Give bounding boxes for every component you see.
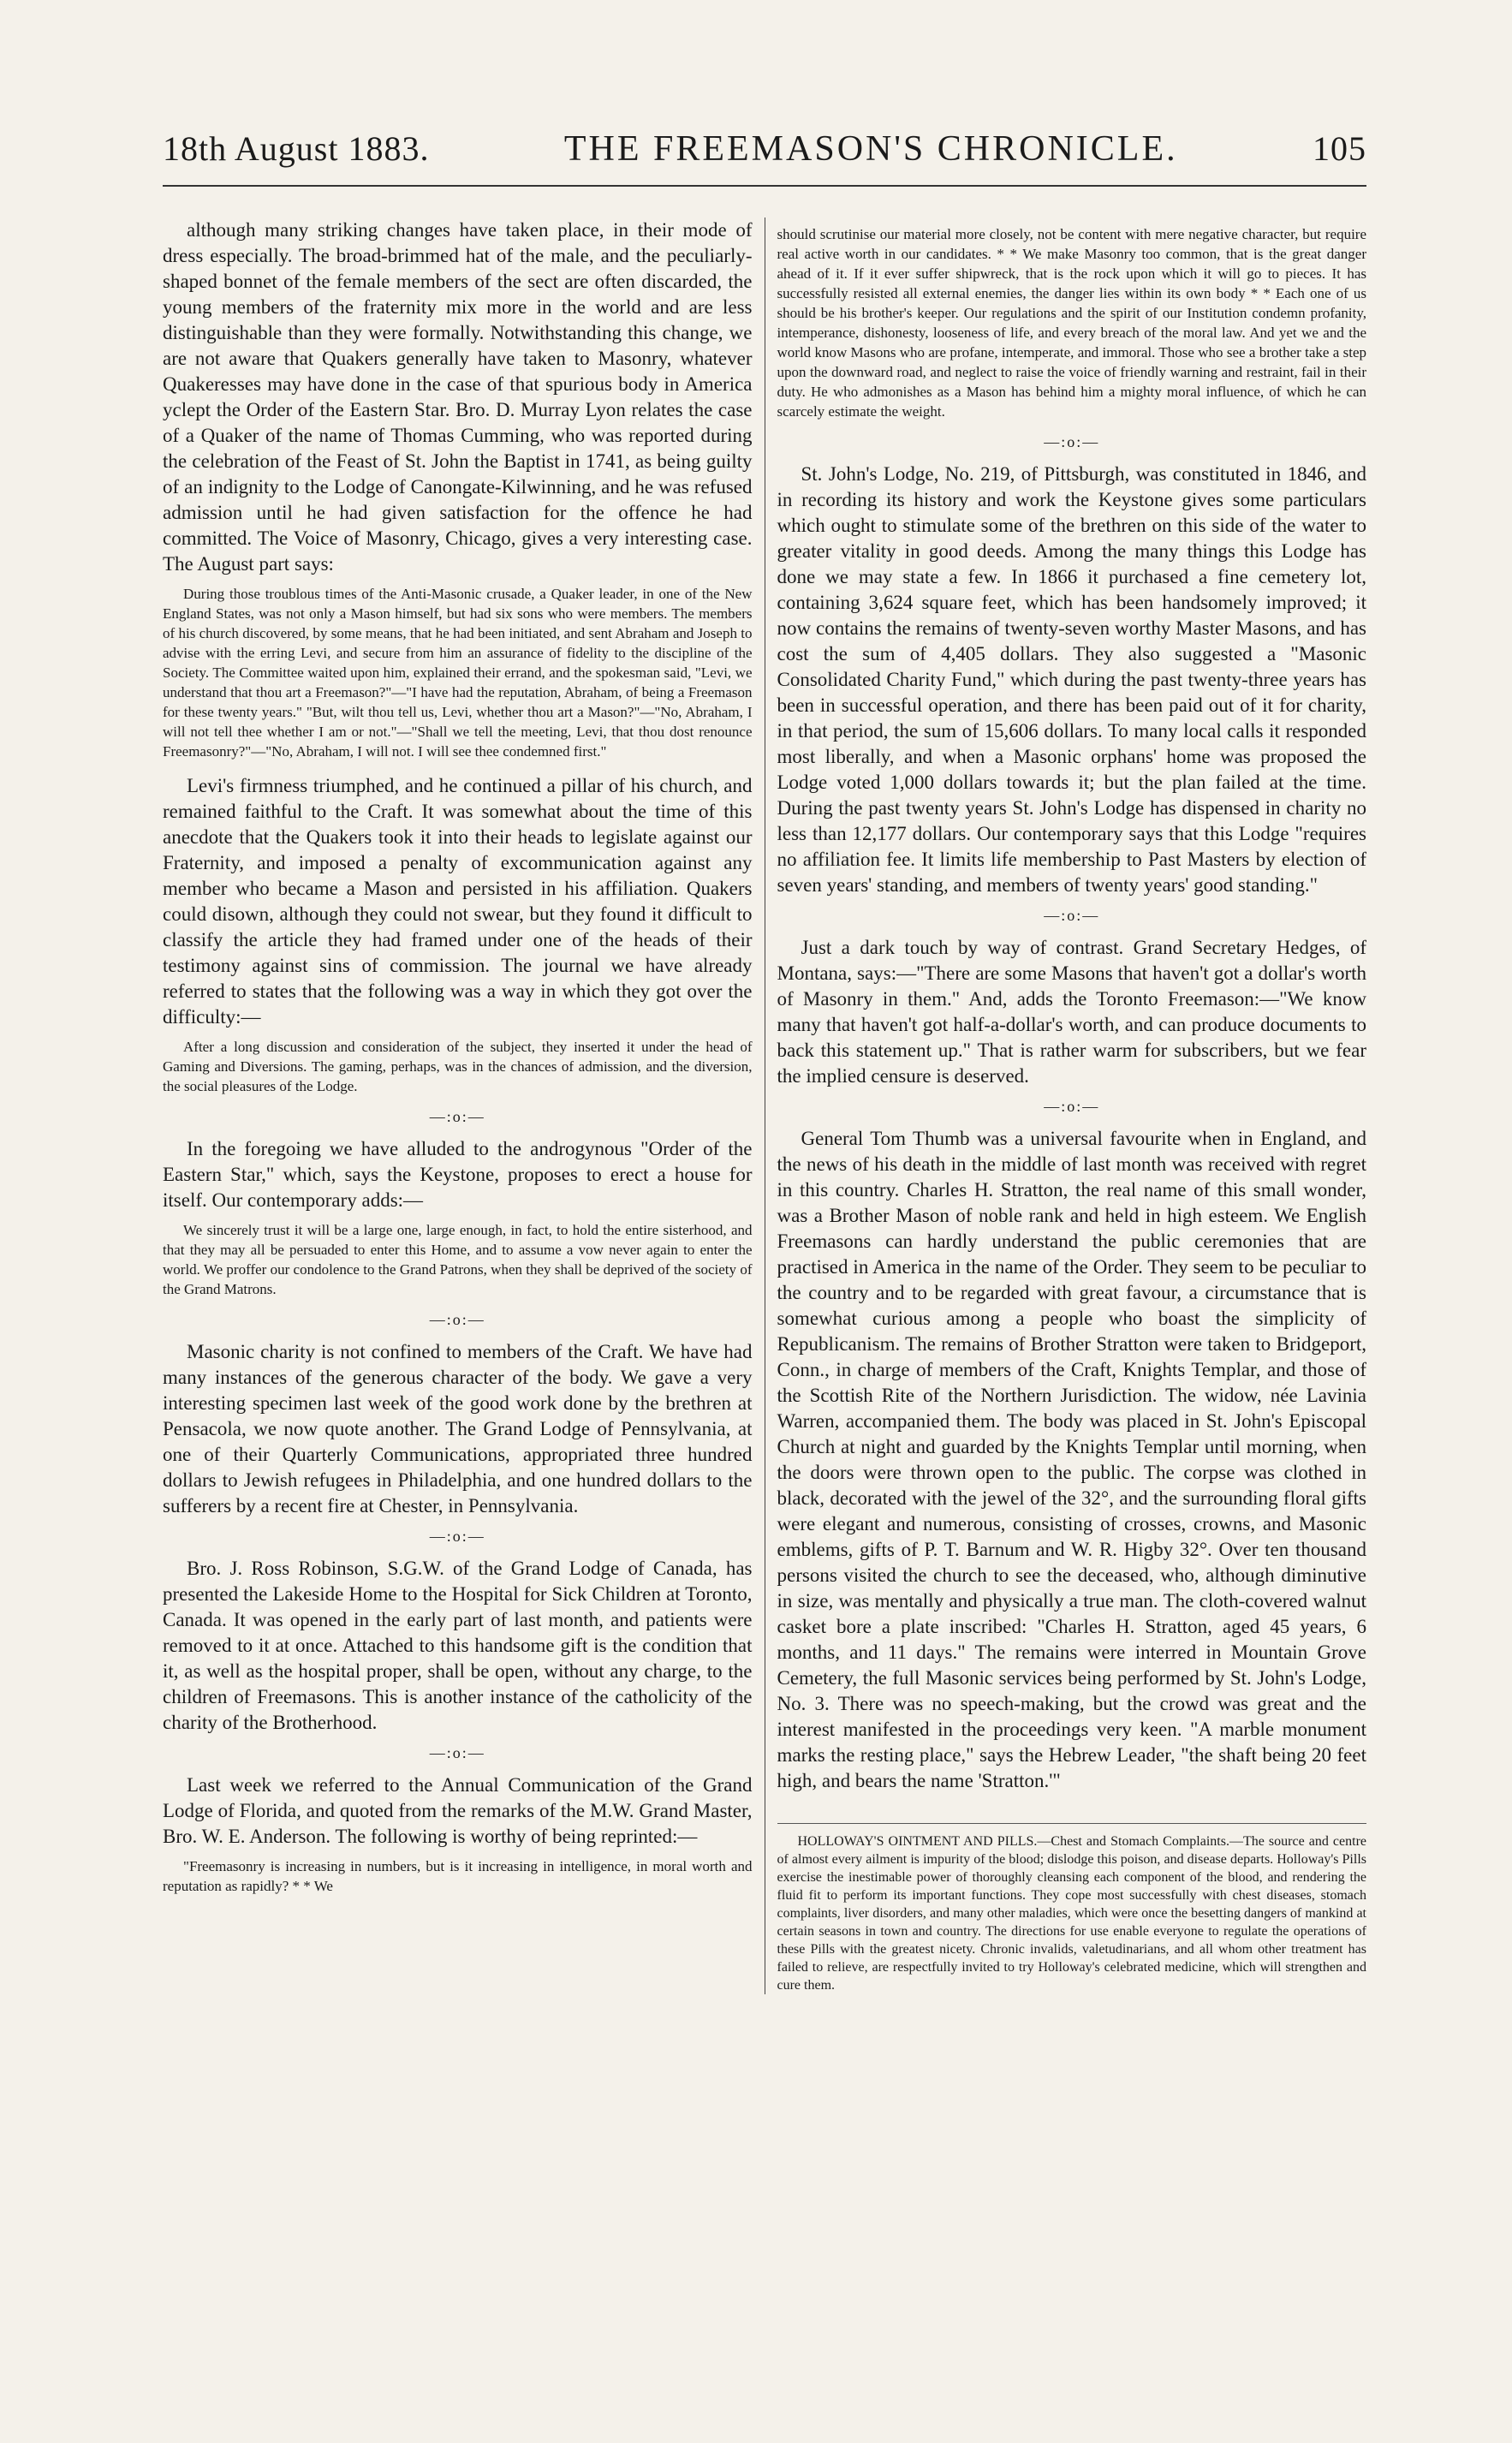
section-separator: —:o:—: [1044, 433, 1100, 450]
right-column: [765, 217, 1367, 1994]
section-separator: —:o:—: [429, 1528, 485, 1545]
article-paragraph: General Tom Thumb was a universal favourite when in England, and the news of his death in the middle of last month was received with regret in this country. Charles H. Stratton, the real name of this small wonder, was a Brother Mason of noble rank and held in high esteem. We English Freemasons can hardly understand the public ceremonies that are practised in America in the name of the Order. They seem to be peculiar to the country and to be regarded with great favour, a circumstance that is somewhat curious among a people who boast the simplicity of Republicanism. The remains of Brother Stratton were taken to Bridgeport, Conn., in charge of members of the Craft, Knights Templar, and those of the Scottish Rite of the Northern Jurisdiction. The widow, née Lavinia Warren, accompanied them. The body was placed in St. John's Episcopal Church at night and guarded by the Knights Templar until morning, when the doors were thrown open to the public. The corpse was clothed in black, decorated with the jewel of the 32°, and the surrounding floral gifts were elegant and numerous, consisting of crosses, crowns, and Masonic emblems, gifts of P. T. Barnum and W. R. Higby 32°. Over ten thousand persons visited the church to see the deceased, who, although diminutive in size, was mentally and physically a true man. The cloth-covered walnut casket bore a plate inscribed: "Charles H. Stratton, aged 45 years, 6 months, and 11 days." The remains were interred in Mountain Grove Cemetery, the full Masonic services being performed by St. John's Lodge, No. 3. There was no speech-making, but the crowd was great and the interest manifested in the proceedings very keen. "A marble monument marks the resting place," says the Hebrew Leader, "the shaft being 20 feet high, and bears the name 'Stratton.'": [777, 1128, 1366, 1791]
advertisement: HOLLOWAY'S OINTMENT AND PILLS.—Chest and Stomach Complaints.—The source and centre of almost every ailment is impurity of the blood; dislodge this poison, and disease departs. Holloway's Pills exercise the inestimable power of thoroughly cleansing each component of the blood, and rendering the fluid fit to perform its important functions. They cope most successfully with chest diseases, stomach complaints, liver disorders, and many other maladies, which were once the besetting dangers of mankind at certain seasons in town and country. The directions for use enable everyone to regulate the operations of these Pills with the greatest nicety. Chronic invalids, valetudinarians, and all whom other treatment has failed to relieve, are respectfully invited to try Holloway's celebrated medicine, which will strengthen and cure them.: [777, 1823, 1367, 1994]
article-paragraph: Bro. J. Ross Robinson, S.G.W. of the Grand Lodge of Canada, has presented the Lakeside Home to the Hospital for Sick Children at Toronto, Canada. It was opened in the early part of last month, and patients were removed to it at once. Attached to this handsome gift is the condition that it, as well as the hospital proper, shall be open, without any charge, to the children of Freemasons. This is another instance of the catholicity of the charity of the Brotherhood.: [163, 1558, 753, 1733]
publication-title: THE FREEMASON'S CHRONICLE.: [563, 129, 1178, 169]
issue-date: 18th August 1883.: [163, 129, 430, 168]
quoted-passage: During those troublous times of the Anti-Masonic crusade, a Quaker leader, in one of the New England States, was not only a Mason himself, but had six sons who were members. The members of his church discovered, by some means, that he had been initiated, and sent Abraham and Joseph to advise with the erring Levi, and secure from him an assurance of fidelity to the discipline of the Society. The Committee waited upon him, explained their errand, and the spokesman said, "Levi, we understand that thou art a Freemason?"—"I have had the reputation, Abraham, of being a Freemason for these twenty years." "But, wilt thou tell us, Levi, whether thou art a Mason?"—"No, Abraham, I will not tell thee whether I am or not."—"Shall we tell the meeting, Levi, that thou dost renounce Freemasonry?"—"No, Abraham, I will not. I will see thee condemned first.": [163, 586, 753, 760]
section-separator: —:o:—: [429, 1311, 485, 1328]
article-paragraph: In the foregoing we have alluded to the androgynous "Order of the Eastern Star," which, says the Keystone, proposes to erect a house for itself. Our contemporary adds:—: [163, 1138, 753, 1211]
article-paragraph: Masonic charity is not confined to members of the Craft. We have had many instances of the generous character of the body. We gave a very interesting specimen last week of the good work done by the brethren at Pensacola, we now quote another. The Grand Lodge of Pennsylvania, at one of their Quarterly Communications, appropriated three hundred dollars to Jewish refugees in Philadelphia, and one hundred dollars to the sufferers by a recent fire at Chester, in Pennsylvania.: [163, 1341, 753, 1516]
section-separator: —:o:—: [1044, 1098, 1100, 1115]
quoted-passage: should scrutinise our material more closely, not be content with mere negative character, but require real active worth in our candidates. * * We make Masonry too common, that is the great danger ahead of it. If it ever suffer shipwreck, that is the rock upon which it will go to pieces. It has successfully resisted all external enemies, the danger lies within its own body * * Each one of us should be his brother's keeper. Our regulations and the spirit of our Institution condemn profanity, intemperance, dishonesty, looseness of life, and every breach of the moral law. And yet we and the world know Masons who are profane, intemperate, and immoral. Those who see a brother take a step upon the downward road, and neglect to raise the voice of friendly warning and restraint, fail in their duty. He who admonishes as a Mason has behind him a mighty moral influence, of which he can scarcely estimate the weight.: [777, 226, 1366, 420]
section-separator: —:o:—: [429, 1744, 485, 1761]
article-paragraph: Last week we referred to the Annual Communication of the Grand Lodge of Florida, and quoted from the remarks of the M.W. Grand Master, Bro. W. E. Anderson. The following is worthy of being reprinted:—: [163, 1774, 753, 1847]
quoted-passage: We sincerely trust it will be a large one, large enough, in fact, to hold the entire sisterhood, and that they may all be persuaded to enter this Home, and to assume a vow never again to enter the world. We proffer our condolence to the Grand Patrons, when they shall be deprived of the society of the Grand Matrons.: [163, 1222, 753, 1297]
article-paragraph: Just a dark touch by way of contrast. Grand Secretary Hedges, of Montana, says:—"There are some Masons that haven't got a dollar's worth of Masonry in them." And, adds the Toronto Freemason:—"We know many that haven't got half-a-dollar's worth, and can produce documents to back this statement up." That is rather warm for subscribers, but we fear the implied censure is deserved.: [777, 937, 1366, 1087]
article-paragraph: Levi's firmness triumphed, and he continued a pillar of his church, and remained faithful to the Craft. It was somewhat about the time of this anecdote that the Quakers took it into their heads to legislate against our Fraternity, and imposed a penalty of excommunication against any member who became a Mason and persisted in his affiliation. Quakers could disown, although they could not swear, but they found it difficult to classify the article they had framed under one of the heads of their testimony against sins of commission. The journal we have already referred to states that the following was a way in which they got over the difficulty:—: [163, 775, 753, 1028]
masthead: [163, 128, 1366, 187]
left-column: [163, 217, 765, 1994]
article-paragraph: although many striking changes have taken place, in their mode of dress especially. The broad-brimmed hat of the male, and the peculiarly-shaped bonnet of the female members of the sect are often discarded, the young members of the fraternity mix more in the world and are less distinguishable than they were formally. Notwithstanding this change, we are not aware that Quakers generally have taken to Masonry, whatever Quakeresses may have done in the case of that spurious body in America yclept the Order of the Eastern Star. Bro. D. Murray Lyon relates the case of a Quaker of the name of Thomas Cumming, who was reported during the celebration of the Feast of St. John the Baptist in 1741, as being guilty of an indignity to the Lodge of Canongate-Kilwinning, and he was refused admission until he had given satisfaction for the offence he had committed. The Voice of Masonry, Chicago, gives a very interesting case. The August part says:: [163, 219, 753, 575]
quoted-passage: "Freemasonry is increasing in numbers, but is it increasing in intelligence, in moral worth and reputation as rapidly? * * We: [163, 1858, 753, 1894]
article-columns: [163, 217, 1366, 1994]
section-separator: —:o:—: [429, 1108, 485, 1125]
page-number: 105: [1312, 129, 1366, 168]
quoted-passage: After a long discussion and consideration of the subject, they inserted it under the head of Gaming and Diversions. The gaming, perhaps, was in the chances of admission, and the diversion, the social pleasures of the Lodge.: [163, 1039, 753, 1094]
article-paragraph: St. John's Lodge, No. 219, of Pittsburgh, was constituted in 1846, and in recording its history and work the Keystone gives some particulars which ought to stimulate some of the brethren on this side of the water to greater vitality in good deeds. Among the many things this Lodge has done we may state a few. In 1866 it purchased a fine cemetery lot, containing 3,624 square feet, which has been handsomely improved; it now contains the remains of twenty-seven worthy Master Masons, and has cost the sum of 4,405 dollars. They also suggested a "Masonic Consolidated Charity Fund," which during the past twenty-three years has been in successful operation, and there has been paid out of it for charity, in that period, the sum of 15,606 dollars. To many local calls it responded most liberally, and when a Masonic orphans' home was proposed the Lodge voted 1,000 dollars towards it; but the plan failed at the time. During the past twenty years St. John's Lodge has dispensed in charity no less than 12,177 dollars. Our contemporary says that this Lodge "requires no affiliation fee. It limits life membership to Past Masters by election of seven years' standing, and members of twenty years' good standing.": [777, 463, 1366, 896]
section-separator: —:o:—: [1044, 907, 1100, 924]
